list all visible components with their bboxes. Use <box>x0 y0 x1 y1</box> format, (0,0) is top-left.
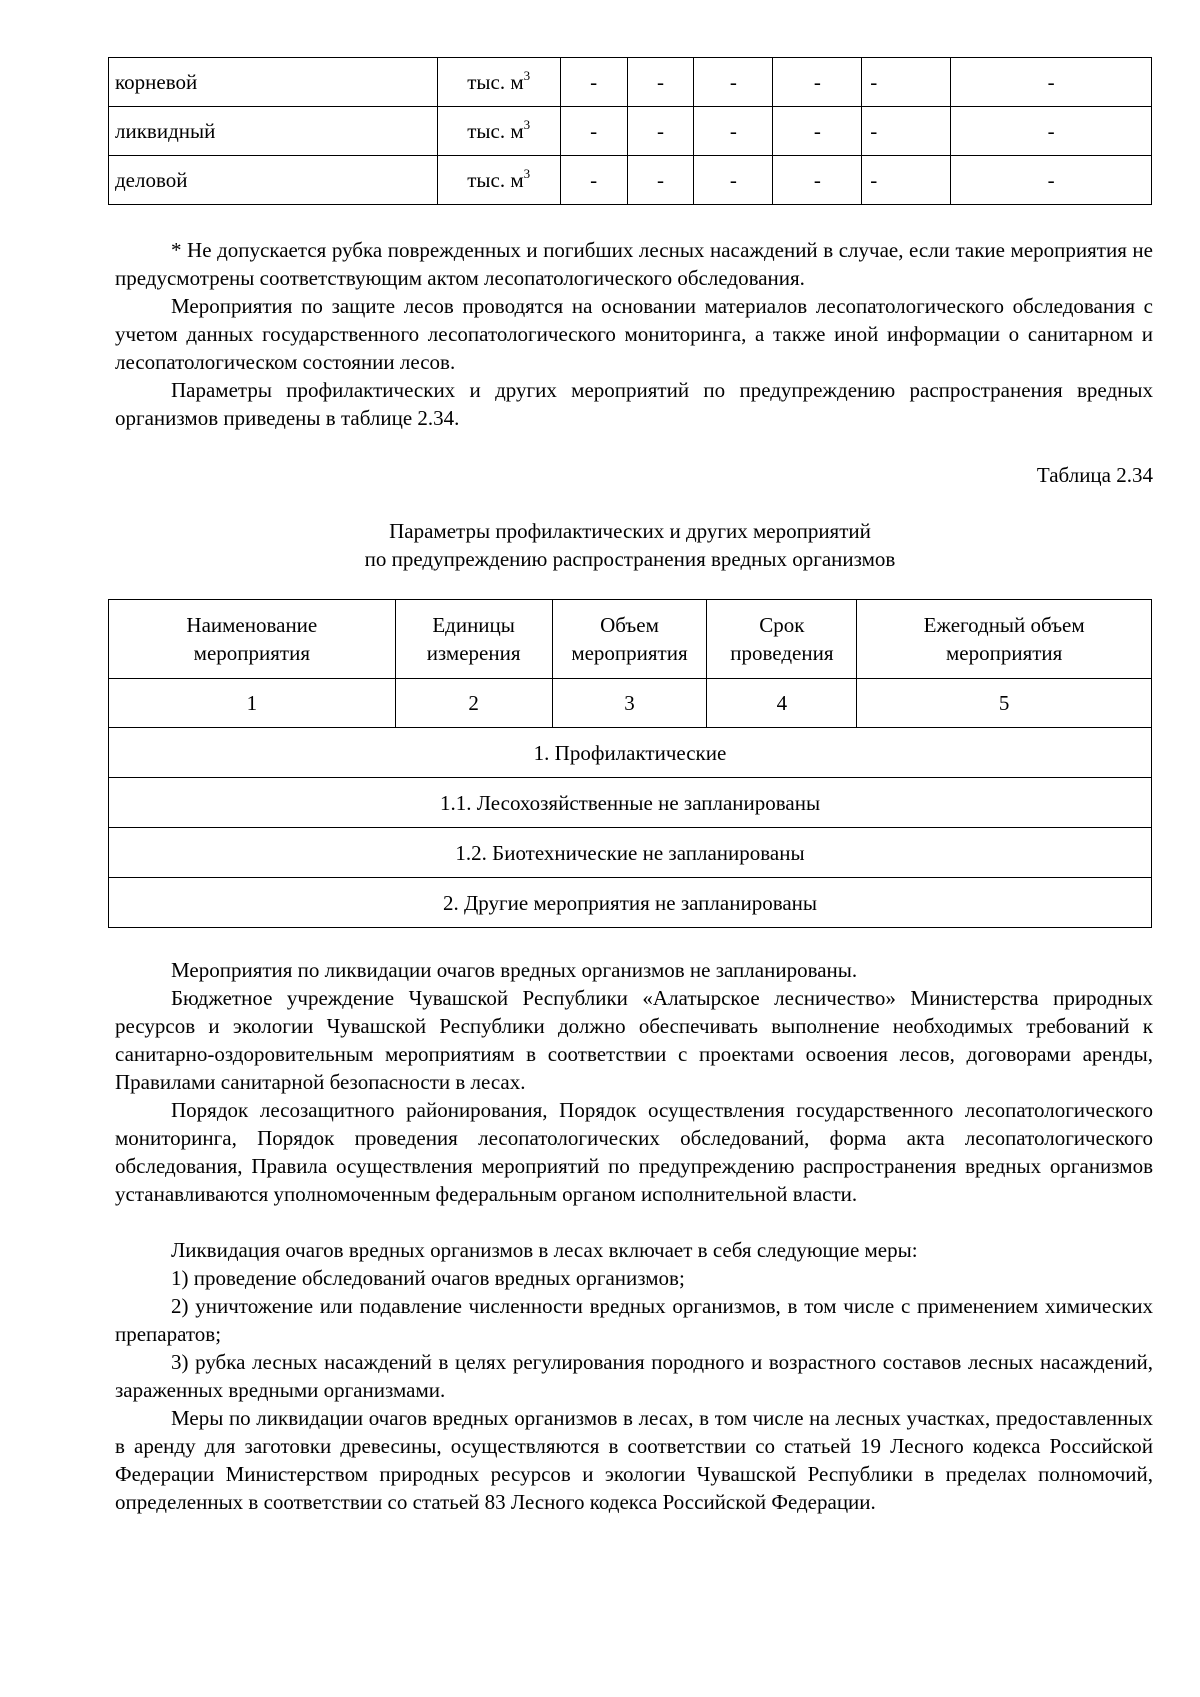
unit-text: тыс. м <box>467 119 524 143</box>
column-header <box>109 600 396 679</box>
list-item: 3) рубка лесных насаждений в целях регулирования породного и возрастного составов лесных насаждений, зараженных вредными организмами. <box>115 1350 1153 1402</box>
column-number: 1 <box>109 679 396 728</box>
table-cell: - <box>951 107 1152 156</box>
column-number: 2 <box>395 679 552 728</box>
body-paragraph: Порядок лесозащитного районирования, Порядок осуществления государственного лесопатологического мониторинга, Порядок проведения лесопатологических обследований, форма акта лесопатологического обследования, Правила осуществления мероприятий по предупреждению распространения вредных организмов устанавливаются уполномоченным федеральным органом исполнительной власти. <box>115 1098 1153 1206</box>
header-line: измерения <box>426 641 521 665</box>
header-line: Наименование <box>186 613 318 637</box>
unit-cell <box>437 156 560 205</box>
table-cell: - <box>862 58 951 107</box>
table-cell: - <box>627 107 694 156</box>
section-title: 1.2. Биотехнические не запланированы <box>109 828 1152 878</box>
header-line: мероприятия <box>193 641 310 665</box>
unit-text: тыс. м <box>467 168 524 192</box>
column-number: 4 <box>707 679 857 728</box>
section-row <box>109 878 1152 928</box>
body-paragraph: Мероприятия по ликвидации очагов вредных организмов не запланированы. <box>171 958 858 982</box>
column-header <box>707 600 857 679</box>
header-line: мероприятия <box>946 641 1063 665</box>
body-paragraph: Параметры профилактических и других мероприятий по предупреждению распространения вредных организмов приведены в таблице 2.34. <box>115 378 1153 430</box>
table-cell: - <box>627 58 694 107</box>
column-header <box>395 600 552 679</box>
table-cell: - <box>773 58 862 107</box>
table-cell: - <box>862 156 951 205</box>
header-line: мероприятия <box>571 641 688 665</box>
unit-superscript: 3 <box>523 68 531 83</box>
measures-table <box>108 599 1152 928</box>
footnote-paragraph: * Не допускается рубка поврежденных и погибших лесных насаждений в случае, если такие мероприятия не предусмотрены соответствующим актом лесопатологического обследования. <box>115 238 1153 290</box>
body-paragraph: Мероприятия по защите лесов проводятся на основании материалов лесопатологического обследования с учетом данных государственного лесопатологического мониторинга, а также иной информации о санитарном и лесопатологическом состоянии лесов. <box>115 294 1153 374</box>
table-cell: - <box>560 58 627 107</box>
unit-text: тыс. м <box>467 70 524 94</box>
unit-superscript: 3 <box>523 166 531 181</box>
table-header-row <box>109 600 1152 679</box>
body-paragraph: Меры по ликвидации очагов вредных организмов в лесах, в том числе на лесных участках, предоставленных в аренду для заготовки древесины, осуществляются в соответствии со статьей 19 Лесного кодекса Российской Федерации Министерством природных ресурсов и экологии Чувашской Республики в пределах полномочий, определенных в соответствии со статьей 83 Лесного кодекса Российской Федерации. <box>115 1406 1153 1514</box>
column-number: 3 <box>552 679 707 728</box>
body-paragraph: Ликвидация очагов вредных организмов в лесах включает в себя следующие меры: <box>171 1238 918 1262</box>
table-cell: - <box>560 107 627 156</box>
table-number-label: Таблица 2.34 <box>1036 463 1153 487</box>
header-line: Ежегодный объем <box>923 613 1085 637</box>
column-header <box>857 600 1152 679</box>
unit-cell <box>437 107 560 156</box>
header-line: Срок <box>759 613 805 637</box>
row-name: ликвидный <box>109 107 438 156</box>
table-cell: - <box>694 107 773 156</box>
table-row <box>109 107 1152 156</box>
row-name: корневой <box>109 58 438 107</box>
section-row <box>109 728 1152 778</box>
table-cell: - <box>773 156 862 205</box>
table-cell: - <box>627 156 694 205</box>
table-cell: - <box>694 156 773 205</box>
column-number-row <box>109 679 1152 728</box>
table-cell: - <box>951 58 1152 107</box>
section-row <box>109 828 1152 878</box>
column-header <box>552 600 707 679</box>
row-name: деловой <box>109 156 438 205</box>
table-cell: - <box>560 156 627 205</box>
volume-table <box>108 57 1152 205</box>
caption-line: Параметры профилактических и других мероприятий <box>389 519 871 543</box>
section-title: 1. Профилактические <box>109 728 1152 778</box>
list-item: 2) уничтожение или подавление численности вредных организмов, в том числе с применением химических препаратов; <box>115 1294 1153 1346</box>
body-paragraph: Бюджетное учреждение Чувашской Республики «Алатырское лесничество» Министерства природных ресурсов и экологии Чувашской Республики должно обеспечивать выполнение необходимых требований к санитарно-оздоровительным мероприятиям в соответствии с проектами освоения лесов, договорами аренды, Правилами санитарной безопасности в лесах. <box>115 986 1153 1094</box>
list-item: 1) проведение обследований очагов вредных организмов; <box>171 1266 685 1290</box>
section-row <box>109 778 1152 828</box>
unit-cell <box>437 58 560 107</box>
table-cell: - <box>773 107 862 156</box>
table-row <box>109 156 1152 205</box>
table-cell: - <box>951 156 1152 205</box>
table-cell: - <box>694 58 773 107</box>
header-line: Объем <box>600 613 659 637</box>
table-caption <box>108 517 1152 573</box>
caption-line: по предупреждению распространения вредных организмов <box>364 547 896 571</box>
section-title: 1.1. Лесохозяйственные не запланированы <box>109 778 1152 828</box>
header-line: проведения <box>730 641 834 665</box>
header-line: Единицы <box>432 613 515 637</box>
table-row <box>109 58 1152 107</box>
section-title: 2. Другие мероприятия не запланированы <box>109 878 1152 928</box>
table-cell: - <box>862 107 951 156</box>
column-number: 5 <box>857 679 1152 728</box>
unit-superscript: 3 <box>523 117 531 132</box>
